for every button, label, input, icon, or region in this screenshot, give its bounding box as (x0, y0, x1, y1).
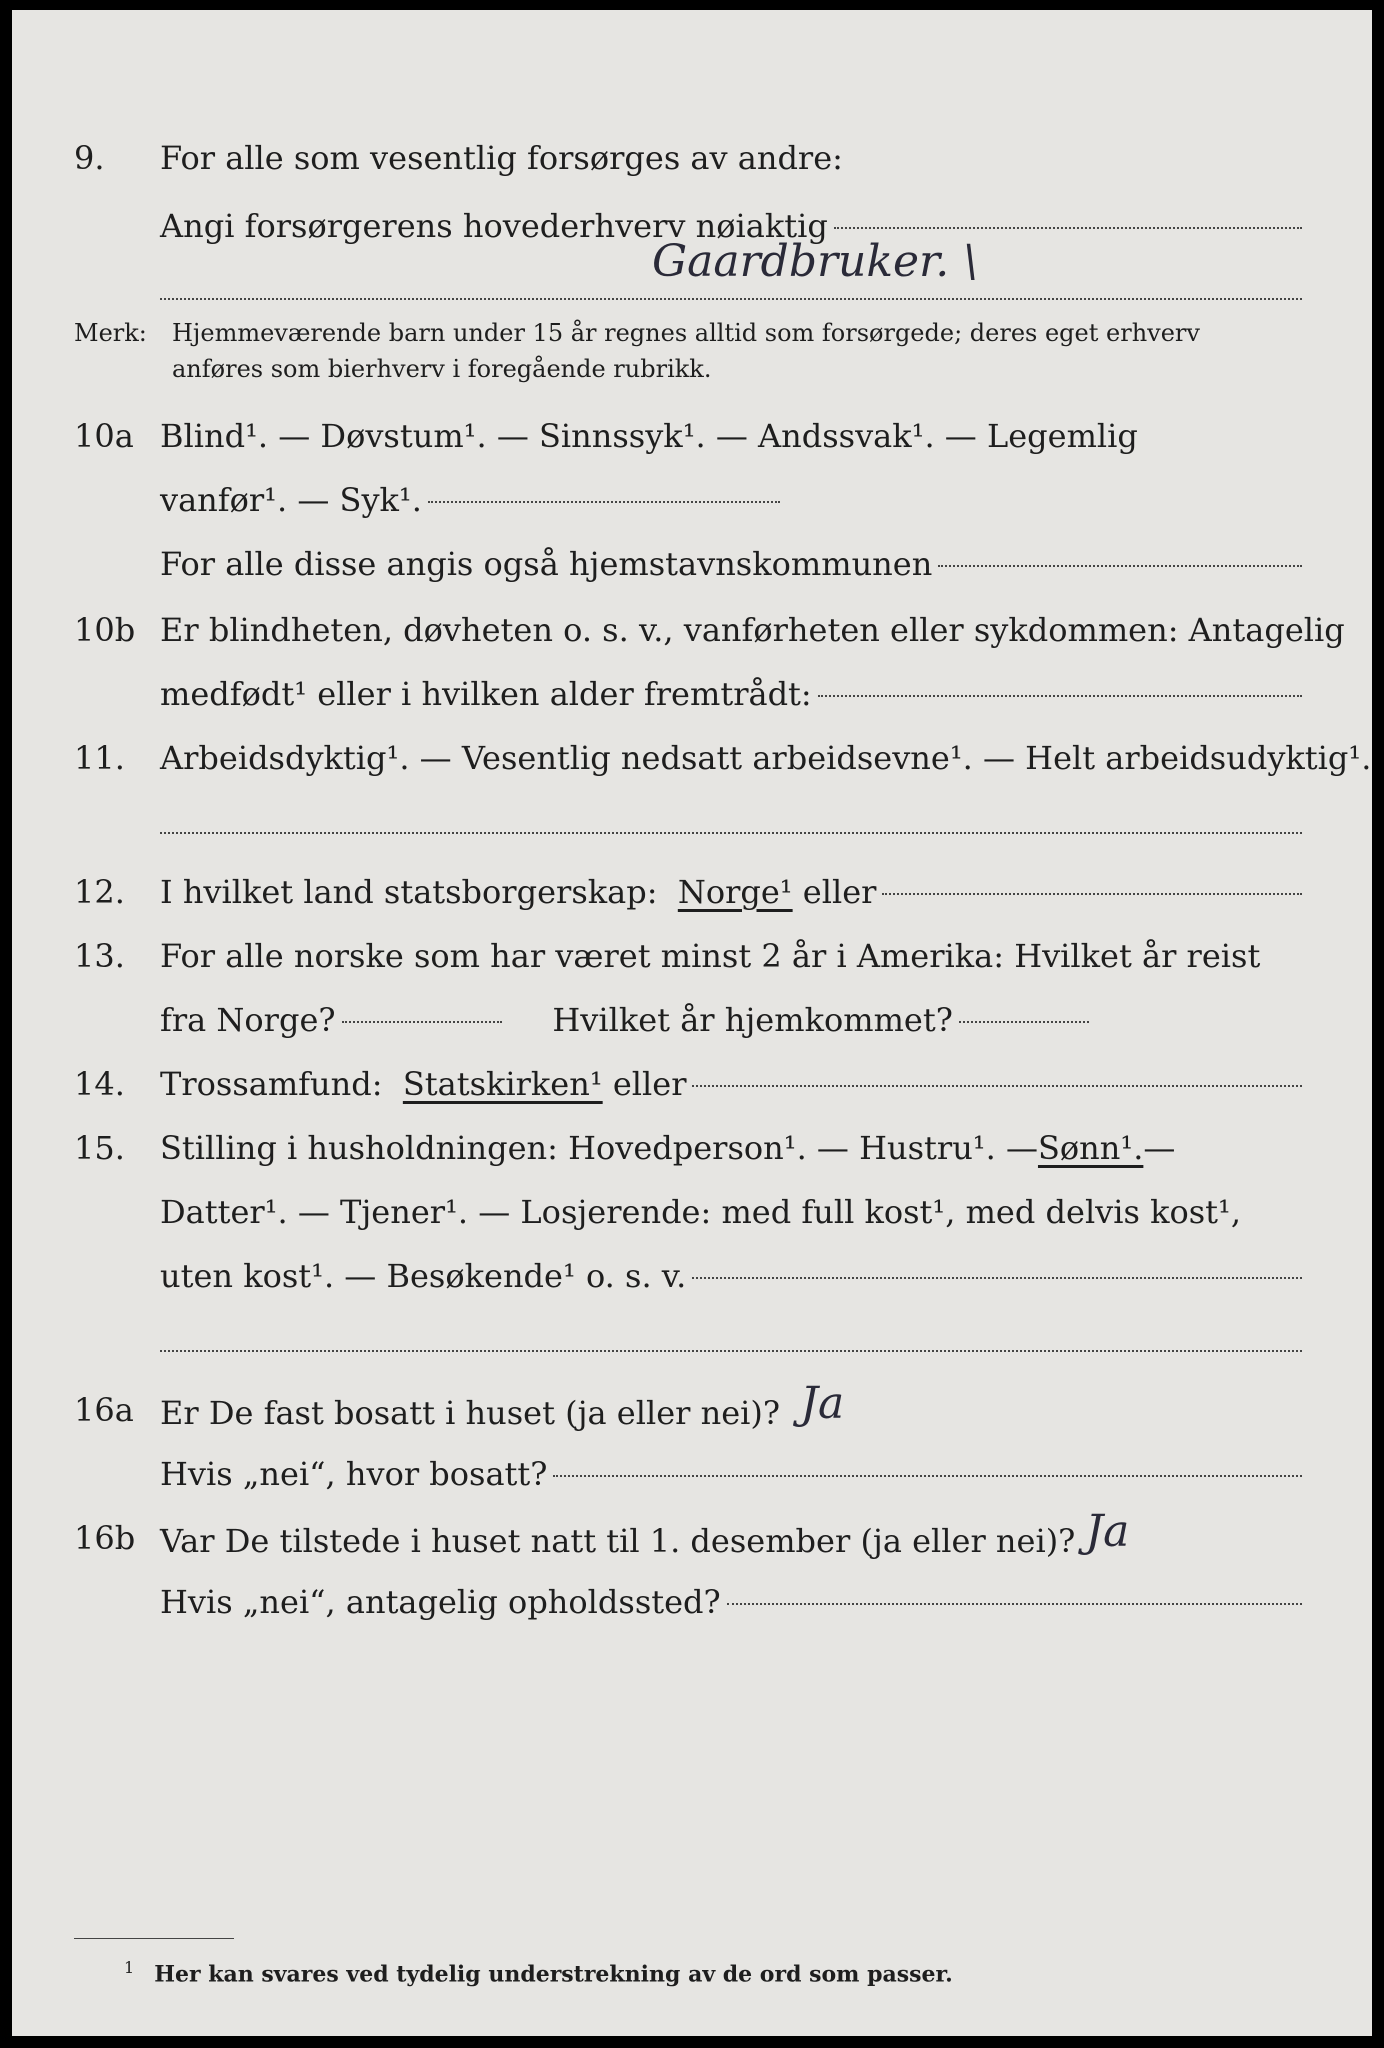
q14-text: Trossamfund: (160, 1065, 383, 1103)
q9-text: For alle som vesentlig forsørges av andre: (160, 139, 843, 177)
q16a-text-2: Hvis „nei“, hvor bosatt? (160, 1455, 548, 1493)
q16b-text-1: Var De tilstede i huset natt til 1. desember (ja eller nei)? (160, 1522, 1076, 1560)
question-number-10a: 10a (74, 417, 134, 455)
q14-underlined-option: Statskirken¹ (402, 1065, 603, 1103)
q15-underlined-option: Sønn¹. (1037, 1129, 1144, 1167)
q11-text: Arbeidsdyktig¹. — Vesentlig nedsatt arbeidsevne¹. — Helt arbeidsudyktig¹. (160, 739, 1372, 777)
q13-row-1 (160, 936, 1302, 976)
q16b-row-1 (160, 1506, 1302, 1561)
q14-row (160, 1064, 1302, 1104)
q11-fill-line[interactable] (160, 832, 1302, 834)
q16a-handwritten-answer: Ja (800, 1378, 845, 1429)
question-number-16a: 16a (74, 1391, 134, 1429)
footnote (124, 1958, 953, 1987)
q12-underlined-option: Norge¹ (677, 873, 793, 911)
question-number-9: 9. (74, 139, 105, 177)
q15-extra-fill-line[interactable] (160, 1350, 1302, 1352)
q9-handwritten-answer: Gaardbruker. \ (652, 236, 979, 287)
q12-text: I hvilket land statsborgerskap: (160, 873, 658, 911)
q15-fill-line[interactable] (692, 1277, 1302, 1279)
note-label: Merk: (74, 319, 147, 347)
note-line-2: anføres som bierhverv i foregående rubrikk. (172, 355, 712, 383)
q10b-fill-line[interactable] (818, 695, 1302, 697)
footnote-marker: 1 (124, 1958, 135, 1977)
q13-right-fill-line[interactable] (959, 1021, 1089, 1023)
q13-row-2 (160, 1000, 1302, 1040)
q10a-row-3 (160, 544, 1302, 584)
q13-text-2b: Hvilket år hjemkommet? (552, 1001, 953, 1039)
q16b-row-2 (160, 1582, 1302, 1622)
q10b-row-1 (160, 610, 1345, 650)
footnote-rule (74, 1938, 234, 1939)
q10a-home-fill-line[interactable] (938, 565, 1302, 567)
q13-text-1: For alle norske som har været minst 2 år i Amerika: Hvilket år reist (160, 937, 1261, 975)
q16b-handwritten-answer: Ja (1085, 1506, 1130, 1557)
q14-fill-line[interactable] (692, 1085, 1302, 1087)
census-form-page (12, 10, 1372, 2036)
q10a-text-3: For alle disse angis også hjemstavnskommunen (160, 545, 933, 583)
q12-row (160, 872, 1302, 912)
q9-answer-rule (160, 298, 1302, 300)
q15-text-2: Datter¹. — Tjener¹. — Losjerende: med full kost¹, med delvis kost¹, (160, 1193, 1242, 1231)
q10b-text-1: Er blindheten, døvheten o. s. v., vanførheten eller sykdommen: Antagelig (160, 611, 1345, 649)
footnote-text: Her kan svares ved tydelig understrekning av de ord som passer. (154, 1961, 953, 1988)
q15-text-3: uten kost¹. — Besøkende¹ o. s. v. (160, 1257, 687, 1295)
question-number-14: 14. (74, 1065, 125, 1103)
q9-fill-line[interactable] (834, 227, 1302, 229)
q15-text-1b: — (1143, 1129, 1176, 1167)
q10a-row-2 (160, 480, 780, 520)
question-number-12: 12. (74, 873, 125, 911)
q13-left-fill-line[interactable] (342, 1021, 502, 1023)
question-number-10b: 10b (74, 611, 136, 649)
question-number-16b: 16b (74, 1519, 136, 1557)
q9-prompt: Angi forsørgerens hovederhverv nøiaktig (160, 207, 828, 245)
q15-row-1 (160, 1128, 1302, 1168)
question-number-11: 11. (74, 739, 125, 777)
q15-row-2 (160, 1192, 1302, 1232)
q16b-text-2: Hvis „nei“, antagelig opholdssted? (160, 1583, 721, 1621)
q14-or: eller (612, 1065, 687, 1103)
q10a-row-1 (160, 416, 1302, 456)
q10a-text-2: vanfør¹. — Syk¹. (160, 481, 422, 519)
q16a-fill-line[interactable] (553, 1475, 1302, 1477)
q15-text-1a: Stilling i husholdningen: Hovedperson¹. — Hustru¹. — (160, 1129, 1038, 1167)
q11-row-1 (160, 738, 1372, 778)
q9-answer-row (652, 236, 1252, 288)
q9-heading (160, 138, 1302, 178)
q16a-row-2 (160, 1454, 1302, 1494)
q10b-text-2: medfødt¹ eller i hvilken alder fremtrådt: (160, 675, 812, 713)
q12-fill-line[interactable] (882, 893, 1302, 895)
q10a-text-1: Blind¹. — Døvstum¹. — Sinnssyk¹. — Andssvak¹. — Legemlig (160, 417, 1138, 455)
q16a-row-1 (160, 1378, 1302, 1433)
note-line-1: Hjemmeværende barn under 15 år regnes alltid som forsørgede; deres eget erhverv (172, 319, 1200, 347)
q16a-text-1: Er De fast bosatt i huset (ja eller nei)? (160, 1394, 781, 1432)
question-number-13: 13. (74, 937, 125, 975)
q12-or: eller (802, 873, 877, 911)
q15-row-3 (160, 1256, 1302, 1296)
question-number-15: 15. (74, 1129, 125, 1167)
q16b-fill-line[interactable] (727, 1603, 1302, 1605)
q10a-fill-line[interactable] (428, 501, 780, 503)
q10b-row-2 (160, 674, 1302, 714)
q13-text-2a: fra Norge? (160, 1001, 336, 1039)
